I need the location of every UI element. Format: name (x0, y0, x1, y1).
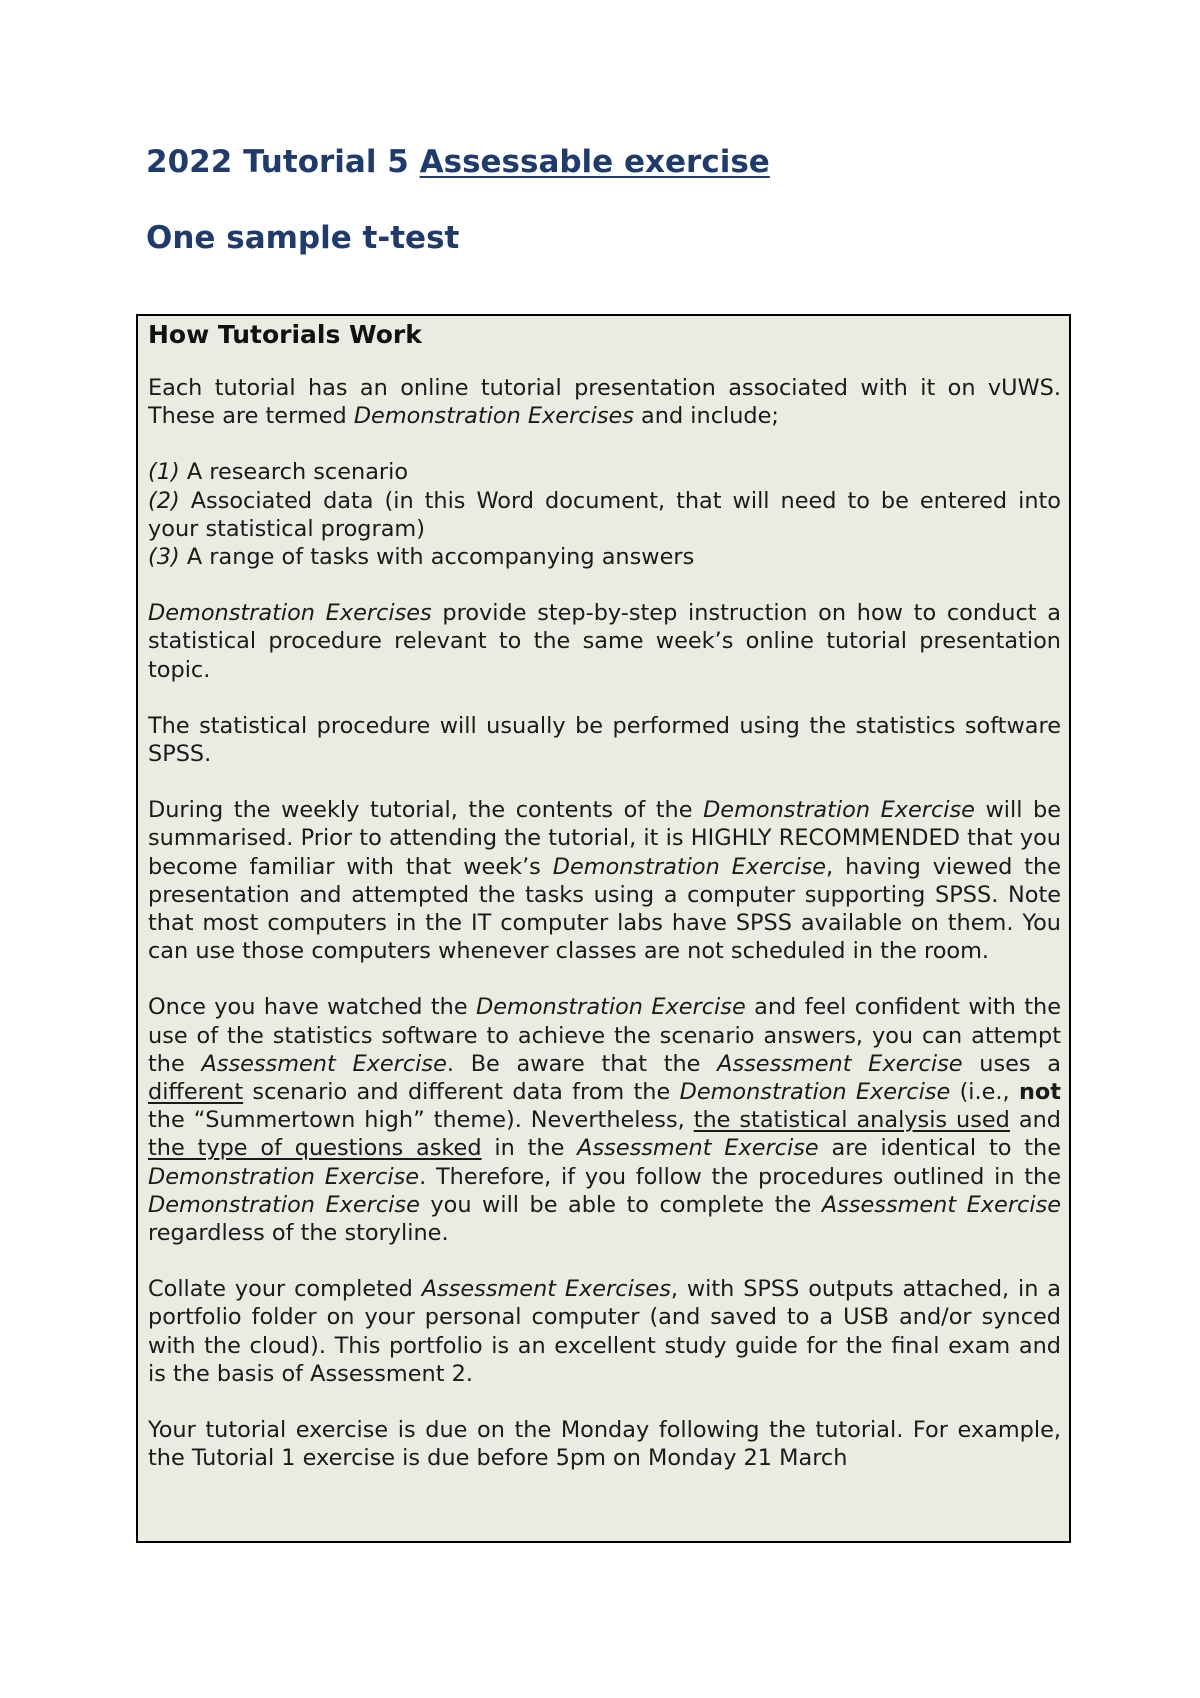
text-run: Collate your completed (148, 1276, 422, 1303)
text-run: . Therefore, if you follow the procedures outlined in the (419, 1163, 1062, 1190)
paragraph-assessment (148, 993, 1061, 1247)
text-run: uses a (962, 1050, 1061, 1077)
text-run: (i.e., (950, 1079, 1019, 1106)
bold-run: not (1018, 1079, 1061, 1106)
paragraph-intro (148, 374, 1061, 430)
list-item (148, 458, 1061, 486)
underlined-run: different (148, 1079, 244, 1106)
list-text: A range of tasks with accompanying answers (179, 544, 695, 571)
italic-run: Demonstration Exercise (148, 1191, 420, 1218)
italic-run: Assessment Exercise (717, 1050, 963, 1077)
document-subtitle: One sample t-test (146, 220, 460, 256)
list-number: (3) (148, 544, 180, 571)
italic-run: Demonstration Exercise (679, 1079, 951, 1106)
italic-run: Assessment Exercise (577, 1135, 819, 1162)
text-run: Once you have watched the (148, 994, 476, 1021)
box-content (148, 316, 1061, 1473)
text-run: are identical to the (818, 1135, 1062, 1162)
text-run: and include; (633, 403, 779, 430)
text-run: , with SPSS outputs attached, in a portfolio folder on your personal computer (and saved to a USB and/or synced with the cloud). This portfolio is an excellent study guide for the final exam and is the basis of Assessment 2. (148, 1276, 1061, 1387)
list-number: (2) (148, 487, 180, 514)
component-list (148, 458, 1061, 571)
italic-run: Assessment Exercise (821, 1191, 1062, 1218)
italic-run: Demonstration Exercise (552, 853, 827, 880)
italic-run: Demonstration Exercise (703, 797, 975, 824)
text-run: will be summarised. Prior to attending the tutorial, it is HIGHLY RECOMMENDED that you become familiar with that week’s (148, 797, 1061, 880)
document-title (146, 144, 770, 180)
box-heading: How Tutorials Work (148, 320, 422, 349)
list-number: (1) (148, 459, 180, 486)
paragraph-due-date: Your tutorial exercise is due on the Monday following the tutorial. For example, the Tutorial 1 exercise is due before 5pm on Monday 21 March (148, 1417, 1061, 1472)
title-prefix: 2022 Tutorial 5 (146, 144, 420, 180)
text-run: Each tutorial has an online tutorial presentation associated with it on vUWS. These are termed (148, 375, 1061, 430)
text-run: , having viewed the presentation and attempted the tasks using a computer supporting SPSS. Note that most computers in the IT computer labs have SPSS available on them. You can use those computers whenever classes are not scheduled in the room. (148, 853, 1061, 965)
text-run: the “Summertown high” theme). Nevertheless, (148, 1107, 694, 1134)
text-run: and feel confident with the use of the statistics software to achieve the scenario answers, you can attempt the (148, 994, 1061, 1077)
text-run: in the (481, 1135, 578, 1162)
list-item (148, 543, 1061, 571)
italic-run: Demonstration Exercises (353, 403, 634, 430)
text-run: you will be able to complete the (419, 1191, 822, 1218)
list-text: Associated data (in this Word document, that will need to be entered into your statistical program) (148, 487, 1061, 542)
how-tutorials-work-box (136, 314, 1071, 1543)
text-run: . Be aware that the (446, 1050, 718, 1077)
paragraph-demonstration (148, 599, 1061, 684)
text-run: regardless of the storyline. (148, 1220, 449, 1247)
underlined-run: the type of questions asked (148, 1135, 482, 1162)
paragraph-weekly-tutorial (148, 796, 1061, 965)
underlined-run: the statistical analysis used (693, 1107, 1010, 1134)
text-run: scenario and different data from the (243, 1079, 680, 1106)
italic-run: Demonstration Exercises (148, 600, 432, 627)
list-item (148, 487, 1061, 543)
text-run: During the weekly tutorial, the contents of the (148, 797, 704, 824)
italic-run: Assessment Exercises (421, 1276, 671, 1303)
italic-run: Assessment Exercise (201, 1050, 447, 1077)
paragraph-portfolio (148, 1275, 1061, 1388)
italic-run: Demonstration Exercise (476, 994, 746, 1021)
text-run: and (1009, 1107, 1061, 1134)
title-underlined: Assessable exercise (419, 144, 770, 180)
italic-run: Demonstration Exercise (148, 1163, 420, 1190)
paragraph-software: The statistical procedure will usually be performed using the statistics software SPSS. (148, 712, 1061, 768)
list-text: A research scenario (179, 459, 409, 486)
text-run: provide step-by-step instruction on how to conduct a statistical procedure relevant to the same week’s online tutorial presentation topic. (148, 600, 1061, 683)
